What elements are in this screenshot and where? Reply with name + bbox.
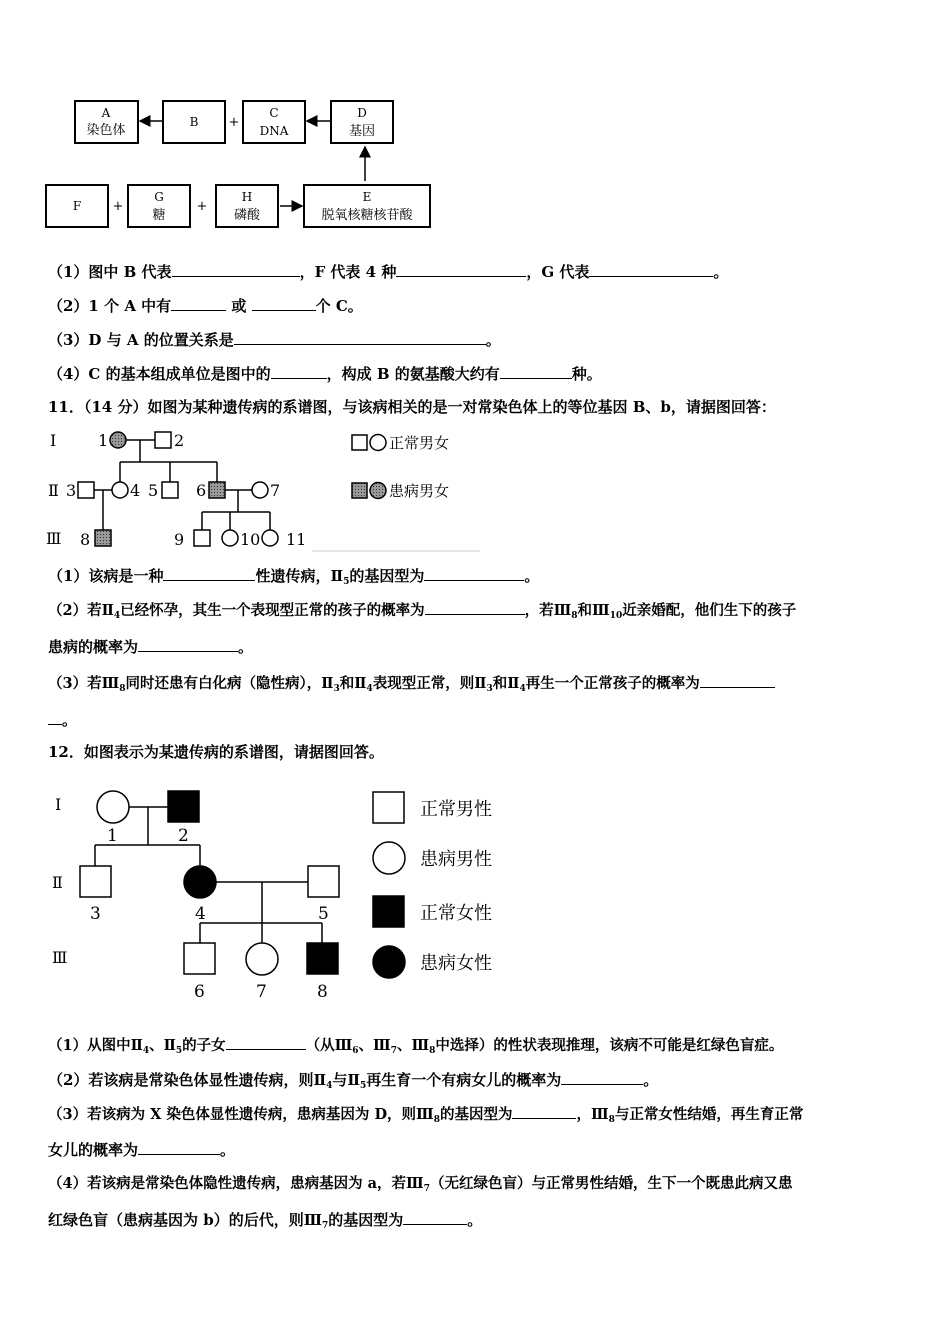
answer-blank[interactable] — [700, 673, 775, 688]
q11-title: 11．（14 分）如图为某种遗传病的系谱图，与该病相关的是一对常染色体上的等位基因 B、b，请据图回答： — [48, 398, 776, 416]
label-1: 1 — [107, 826, 118, 846]
label-6: 6 — [194, 982, 205, 1002]
box-g-text: 糖 — [152, 208, 166, 223]
answer-blank[interactable] — [512, 1104, 576, 1119]
box-h-letter: H — [241, 190, 253, 204]
q11-line2: （2）若$Ⅱ_4$已经怀孕，其生一个表现型正常的孩子的概率为 ，若$Ⅲ_8$和$Ⅲ_{10}$近亲婚配，他们生下的孩子 — [48, 602, 797, 621]
legend-affected-male-symbol — [352, 483, 367, 498]
gen-label-i: Ⅰ — [55, 795, 62, 814]
label-8: 8 — [80, 530, 91, 549]
legend-label-2: 患病男性 — [420, 849, 492, 870]
box-d-text: 基因 — [348, 124, 376, 139]
label-4: 4 — [130, 481, 141, 500]
q10-line1: （1）图中 B 代表 ，F 代表 4 种 ，G 代表 。 — [48, 263, 729, 281]
box-e-text: 脱氧核糖核苷酸 — [321, 208, 413, 223]
answer-blank[interactable] — [589, 262, 713, 277]
legend-label-4: 患病女性 — [420, 953, 492, 974]
legend-normal-female-symbol — [370, 435, 386, 451]
individual-ii3-normal-male — [80, 866, 111, 897]
gen-label-iii: Ⅲ — [46, 529, 62, 548]
label-7: 7 — [256, 982, 267, 1002]
label-1: 1 — [98, 431, 109, 450]
q11-line1: （1）该病是一种 性遗传病，$Ⅱ_5$的基因型为 。 — [48, 567, 540, 587]
individual-i2-normal-male — [155, 432, 171, 448]
answer-blank[interactable] — [500, 364, 572, 379]
legend-affected-female-symbol — [370, 483, 386, 499]
q10-line3: （3）D 与 A 的位置关系是 。 — [48, 331, 501, 349]
answer-blank[interactable] — [138, 637, 238, 652]
answer-blank[interactable] — [403, 1210, 467, 1225]
individual-iii7-normal-female — [246, 943, 278, 975]
gen-label-ii: Ⅱ — [48, 481, 59, 500]
gen-label-i: Ⅰ — [50, 431, 57, 450]
answer-blank[interactable] — [171, 296, 226, 311]
legend-affected: 患病男女 — [389, 482, 450, 500]
q11-line3b: 。 — [48, 710, 77, 729]
gen-label-iii: Ⅲ — [52, 948, 68, 967]
gen-label-ii: Ⅱ — [52, 873, 63, 892]
legend-symbol-1 — [373, 792, 404, 823]
individual-i1-normal-female — [97, 791, 129, 823]
label-5: 5 — [148, 481, 159, 500]
box-g-letter: G — [154, 190, 164, 204]
individual-ii4-affected-female — [184, 866, 216, 898]
individual-iii8-affected-male — [307, 943, 338, 974]
q12-pedigree-chart — [40, 775, 530, 1010]
plus-bc: + — [228, 115, 240, 130]
q12-line4: （4）若该病是常染色体隐性遗传病，患病基因为 a，若$Ⅲ_7$（无红绿色盲）与正常男性结婚，生下一个既患此病又患 — [48, 1175, 793, 1194]
label-2: 2 — [178, 826, 189, 846]
q11-line3: （3）若$Ⅲ_8$同时还患有白化病（隐性病），$Ⅱ_3$和$Ⅱ_4$表现型正常，则$Ⅱ_3$和$Ⅱ_4$再生一个正常孩子的概率为 — [48, 673, 775, 698]
q12-title: 12．如图表示为某遗传病的系谱图，请据图回答。 — [48, 743, 384, 761]
individual-iii11-normal-female — [262, 530, 278, 546]
label-11: 11 — [286, 530, 307, 549]
answer-blank[interactable] — [252, 296, 316, 311]
label-8: 8 — [317, 982, 328, 1002]
individual-ii5-normal-male — [162, 482, 178, 498]
legend-label-3: 正常女性 — [420, 903, 492, 924]
box-a-letter: A — [101, 106, 111, 120]
q12-line2: （2）若该病是常染色体显性遗传病，则$Ⅱ_4$与$Ⅱ_5$再生育一个有病女儿的概率为 。 — [48, 1071, 659, 1091]
answer-blank[interactable] — [561, 1070, 643, 1085]
q11-pedigree-chart — [40, 420, 490, 555]
label-3: 3 — [90, 904, 101, 924]
box-c-text: DNA — [259, 124, 289, 138]
answer-blank[interactable] — [234, 330, 486, 345]
plus-fg: + — [112, 199, 124, 214]
answer-blank[interactable] — [163, 566, 255, 581]
q12-line3b: 女儿的概率为 。 — [48, 1141, 236, 1159]
answer-blank[interactable] — [396, 262, 526, 277]
plus-gh: + — [196, 199, 208, 214]
answer-blank[interactable] — [271, 364, 327, 379]
label-3: 3 — [66, 481, 77, 500]
legend-label-1: 正常男性 — [420, 799, 492, 820]
q11-line2b: 患病的概率为 。 — [48, 638, 254, 656]
individual-ii7-normal-female — [252, 482, 268, 498]
q10-line2: （2）1 个 A 中有 或 个 C。 — [48, 297, 363, 315]
individual-ii5-normal-male — [308, 866, 339, 897]
individual-i1-affected-female — [110, 432, 126, 448]
individual-ii6-affected-male — [209, 482, 225, 498]
answer-blank[interactable] — [48, 710, 62, 725]
box-f-letter: F — [72, 199, 82, 213]
q12-line3: （3）若该病为 X 染色体显性遗传病，患病基因为 D，则$Ⅲ_8$的基因型为 ，$Ⅲ_8$与正常女性结婚，再生育正常 — [48, 1106, 804, 1125]
gene-relationship-flowchart — [40, 95, 450, 235]
legend-symbol-4 — [373, 946, 405, 978]
label-4: 4 — [195, 904, 206, 924]
answer-blank[interactable] — [425, 600, 525, 615]
q12-line4b: 红绿色盲（患病基因为 b）的后代，则$Ⅲ_7$的基因型为 。 — [48, 1211, 483, 1231]
individual-iii6-normal-male — [184, 943, 215, 974]
box-c-letter: C — [269, 106, 279, 120]
q10-line4: （4）C 的基本组成单位是图中的 ，构成 B 的氨基酸大约有 种。 — [48, 365, 602, 383]
label-7: 7 — [270, 481, 281, 500]
box-h-text: 磷酸 — [233, 208, 261, 223]
label-9: 9 — [174, 530, 185, 549]
individual-iii8-affected-male — [95, 530, 111, 546]
box-d-letter: D — [357, 106, 367, 120]
label-2: 2 — [174, 431, 185, 450]
legend-symbol-2 — [373, 842, 405, 874]
legend-normal-male-symbol — [352, 435, 367, 450]
individual-ii4-normal-female — [112, 482, 128, 498]
individual-ii3-normal-male — [78, 482, 94, 498]
box-a-text: 染色体 — [86, 123, 126, 138]
box-b-letter: B — [189, 115, 199, 129]
label-10: 10 — [240, 530, 261, 549]
box-e-letter: E — [362, 190, 372, 204]
answer-blank[interactable] — [172, 262, 300, 277]
individual-iii9-normal-male — [194, 530, 210, 546]
answer-blank[interactable] — [226, 1035, 306, 1050]
answer-blank[interactable] — [138, 1140, 220, 1155]
individual-iii10-normal-female — [222, 530, 238, 546]
q12-line1: （1）从图中$Ⅱ_4$、$Ⅱ_5$的子女 （从$Ⅲ_6$、$Ⅲ_7$、$Ⅲ_8$中选择）的性状表现推理，该病不可能是红绿色盲症。 — [48, 1037, 784, 1056]
answer-blank[interactable] — [424, 566, 524, 581]
legend-symbol-3 — [373, 896, 404, 927]
label-6: 6 — [196, 481, 207, 500]
label-5: 5 — [318, 904, 329, 924]
individual-i2-affected-male — [168, 791, 199, 822]
legend-normal: 正常男女 — [389, 434, 450, 452]
